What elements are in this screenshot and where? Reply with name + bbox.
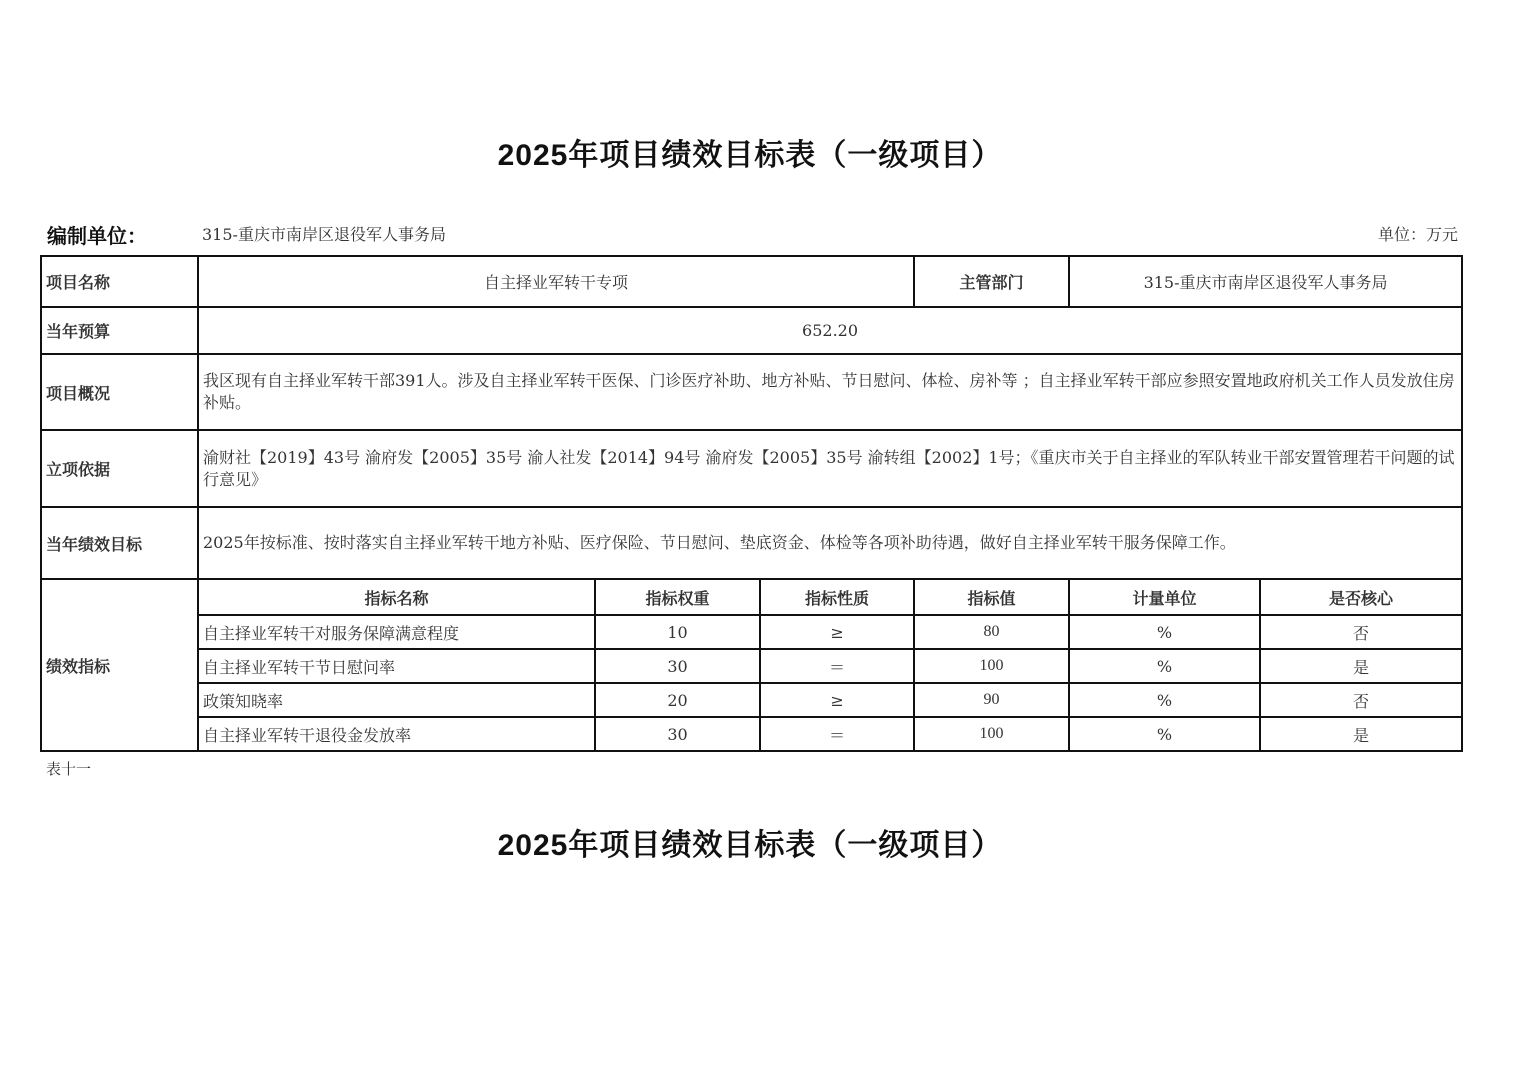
indicator-nature: ≥	[760, 683, 914, 717]
department-label: 主管部门	[914, 256, 1069, 307]
indicator-core: 是	[1260, 649, 1462, 683]
indicator-header-value: 指标值	[914, 579, 1069, 615]
indicator-weight: 20	[595, 683, 760, 717]
indicator-weight: 10	[595, 615, 760, 649]
currency-unit: 单位：万元	[1377, 225, 1458, 244]
indicator-header-core: 是否核心	[1260, 579, 1462, 615]
indicator-core: 是	[1260, 717, 1462, 751]
indicator-row	[41, 683, 1462, 717]
overview-row	[41, 354, 1462, 430]
next-page-title: 2025年项目绩效目标表（一级项目）	[497, 829, 1003, 862]
overview-value: 我区现有自主择业军转干部391人。涉及自主择业军转干医保、门诊医疗补助、地方补贴、节日慰问、体检、房补等 ；自主择业军转干部应参照安置地政府机关工作人员发放住房补贴。	[198, 354, 1462, 430]
indicator-row	[41, 717, 1462, 751]
indicator-header-name: 指标名称	[198, 579, 595, 615]
indicator-unit: %	[1069, 683, 1260, 717]
indicator-name: 自主择业军转干退役金发放率	[198, 717, 595, 751]
indicator-name: 政策知晓率	[198, 683, 595, 717]
goal-label: 当年绩效目标	[41, 507, 198, 579]
budget-row	[41, 307, 1462, 354]
indicator-row	[41, 649, 1462, 683]
indicator-unit: %	[1069, 615, 1260, 649]
goal-value: 2025年按标准、按时落实自主择业军转干地方补贴、医疗保险、节日慰问、垫底资金、体检等各项补助待遇，做好自主择业军转干服务保障工作。	[198, 507, 1462, 579]
indicator-nature: ≥	[760, 615, 914, 649]
compiling-unit-label: 编制单位：	[47, 224, 147, 248]
goal-row	[41, 507, 1462, 579]
project-name-row	[41, 256, 1462, 307]
compiling-unit-value: 315-重庆市南岸区退役军人事务局	[202, 225, 446, 244]
basis-row	[41, 430, 1462, 507]
basis-label: 立项依据	[41, 430, 198, 507]
project-name-label: 项目名称	[41, 256, 198, 307]
indicator-value: 100	[914, 649, 1069, 683]
department-value: 315-重庆市南岸区退役军人事务局	[1069, 256, 1462, 307]
budget-label: 当年预算	[41, 307, 198, 354]
budget-value: 652.20	[198, 307, 1462, 354]
indicator-weight: 30	[595, 717, 760, 751]
indicator-header-unit: 计量单位	[1069, 579, 1260, 615]
indicator-core: 否	[1260, 683, 1462, 717]
table-number-note: 表十一	[46, 760, 92, 778]
indicator-name: 自主择业军转干节日慰问率	[198, 649, 595, 683]
indicator-core: 否	[1260, 615, 1462, 649]
indicator-nature: ＝	[760, 649, 914, 683]
indicator-value: 100	[914, 717, 1069, 751]
indicator-header-nature: 指标性质	[760, 579, 914, 615]
project-name-value: 自主择业军转干专项	[198, 256, 914, 307]
basis-value: 渝财社【2019】43号 渝府发【2005】35号 渝人社发【2014】94号 渝府发【2005】35号 渝转组【2002】1号；《重庆市关于自主择业的军队转业干部安置管理若干问题的试行意见》	[198, 430, 1462, 507]
indicator-unit: %	[1069, 717, 1260, 751]
page-title: 2025年项目绩效目标表（一级项目）	[497, 139, 1003, 172]
indicator-name: 自主择业军转干对服务保障满意程度	[198, 615, 595, 649]
performance-goal-table	[40, 255, 1463, 752]
overview-label: 项目概况	[41, 354, 198, 430]
indicator-header-row	[41, 579, 1462, 615]
indicator-row	[41, 615, 1462, 649]
indicator-weight: 30	[595, 649, 760, 683]
indicator-header-weight: 指标权重	[595, 579, 760, 615]
indicator-value: 80	[914, 615, 1069, 649]
indicator-value: 90	[914, 683, 1069, 717]
indicators-section-label: 绩效指标	[41, 579, 198, 751]
indicator-unit: %	[1069, 649, 1260, 683]
indicator-nature: ＝	[760, 717, 914, 751]
